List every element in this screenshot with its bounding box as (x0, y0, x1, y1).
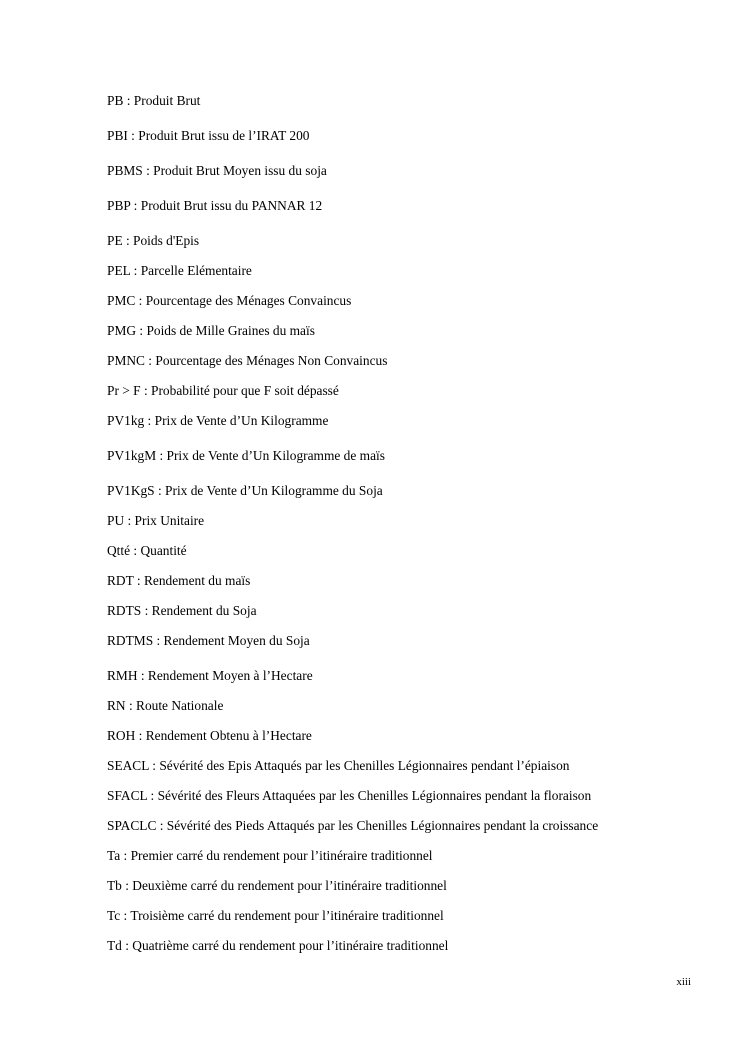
abbreviation-entry: PBMS : Produit Brut Moyen issu du soja (107, 163, 327, 178)
abbreviation-entry: SFACL : Sévérité des Fleurs Attaquées par les Chenilles Légionnaires pendant la floraison (107, 788, 592, 803)
abbreviation-entry: PE : Poids d'Epis (107, 233, 200, 248)
abbreviation-entry: PBI : Produit Brut issu de l’IRAT 200 (107, 128, 310, 143)
abbreviation-entry: SPACLC : Sévérité des Pieds Attaqués par les Chenilles Légionnaires pendant la croissance (107, 818, 599, 833)
abbreviation-entry: Td : Quatrième carré du rendement pour l’itinéraire traditionnel (107, 938, 449, 953)
abbreviation-entry: PV1kg : Prix de Vente d’Un Kilogramme (107, 413, 329, 428)
abbreviation-entry: RDT : Rendement du maïs (107, 573, 251, 588)
abbreviation-entry: PMC : Pourcentage des Ménages Convaincus (107, 293, 352, 308)
abbreviation-entry: Qtté : Quantité (107, 543, 187, 558)
abbreviation-entry: PV1KgS : Prix de Vente d’Un Kilogramme du Soja (107, 483, 383, 498)
abbreviation-entry: ROH : Rendement Obtenu à l’Hectare (107, 728, 312, 743)
abbreviation-entry: RDTS : Rendement du Soja (107, 603, 257, 618)
abbreviation-entry: Tc : Troisième carré du rendement pour l’itinéraire traditionnel (107, 908, 444, 923)
abbreviation-entry: Ta : Premier carré du rendement pour l’itinéraire traditionnel (107, 848, 433, 863)
abbreviation-entry: PBP : Produit Brut issu du PANNAR 12 (107, 198, 323, 213)
abbreviation-entry: PMG : Poids de Mille Graines du maïs (107, 323, 315, 338)
page-number: xiii (676, 976, 691, 988)
abbreviation-entry: Tb : Deuxième carré du rendement pour l’itinéraire traditionnel (107, 878, 447, 893)
abbreviation-entry: RN : Route Nationale (107, 698, 224, 713)
abbreviation-entry: Pr > F : Probabilité pour que F soit dépassé (107, 383, 339, 398)
abbreviation-list (107, 91, 707, 956)
abbreviation-entry: PMNC : Pourcentage des Ménages Non Convaincus (107, 353, 388, 368)
abbreviation-entry: PU : Prix Unitaire (107, 513, 205, 528)
abbreviation-entry: PB : Produit Brut (107, 93, 201, 108)
abbreviation-entry: PV1kgM : Prix de Vente d’Un Kilogramme de maïs (107, 448, 385, 463)
abbreviation-entry: SEACL : Sévérité des Epis Attaqués par les Chenilles Légionnaires pendant l’épiaison (107, 758, 570, 773)
abbreviation-entry: RMH : Rendement Moyen à l’Hectare (107, 668, 313, 683)
abbreviation-entry: RDTMS : Rendement Moyen du Soja (107, 633, 310, 648)
abbreviation-entry: PEL : Parcelle Elémentaire (107, 263, 252, 278)
